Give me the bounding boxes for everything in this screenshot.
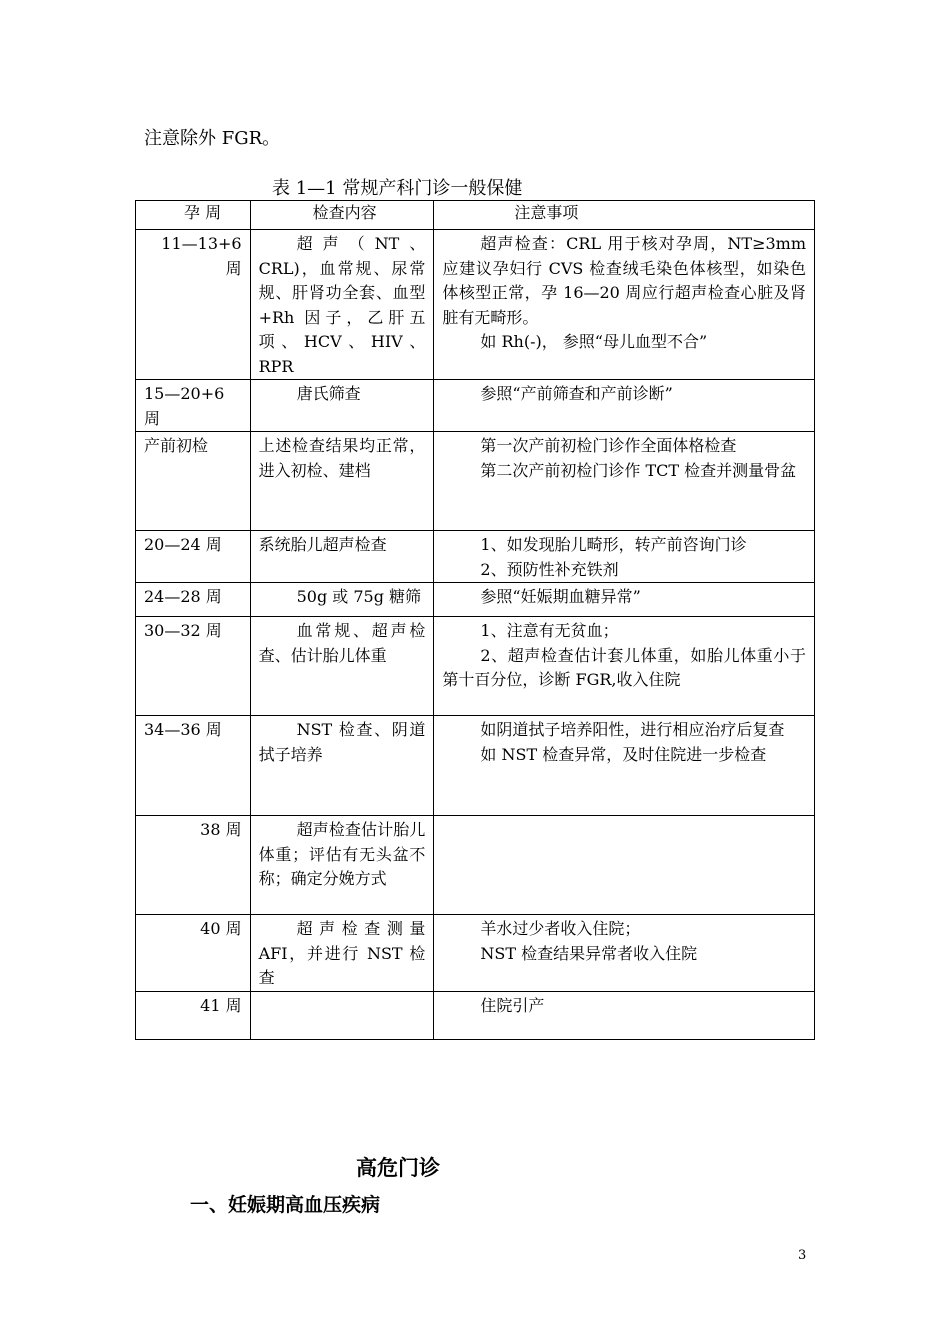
note-line: 羊水过少者收入住院； (480, 919, 641, 938)
exam-cell (250, 991, 434, 1039)
week-cell: 产前初检 (136, 432, 251, 531)
note-line: 第二次产前初检门诊作 TCT 检查并测量骨盆 (480, 460, 797, 480)
note-line: 参照“妊娠期血糖异常” (480, 587, 641, 606)
intro-text: 注意除外 FGR。 (144, 128, 281, 149)
week-cell: 11—13+6 周 (136, 230, 251, 380)
exam-cell: 血常规、超声检查、估计胎儿体重 (250, 617, 434, 716)
note-line: 住院引产 (480, 995, 545, 1015)
exam-cell: 上述检查结果均正常，进入初检、建档 (250, 432, 434, 531)
note-line: 超声检查：CRL 用于核对孕周，NT≥3mm 应建议孕妇行 CVS 检查绒毛染色体核型，如染色体核型正常，孕 16—20 周应行超声检查心脏及肾脏有无畸形。 (442, 234, 806, 327)
notes-cell (434, 915, 815, 992)
table-row (136, 432, 815, 531)
week-cell: 24—28 周 (136, 583, 251, 617)
week-cell: 41 周 (136, 991, 251, 1039)
table-row (136, 380, 815, 432)
week-cell: 34—36 周 (136, 716, 251, 816)
week-cell: 20—24 周 (136, 531, 251, 583)
exam-cell: 超声（NT、CRL)，血常规、尿常规、肝肾功全套、血型+Rh 因子，乙肝五项、HCV、HIV、RPR (250, 230, 434, 380)
header-week: 孕 周 (136, 201, 251, 230)
week-cell: 38 周 (136, 816, 251, 915)
table-row (136, 531, 815, 583)
week-cell: 30—32 周 (136, 617, 251, 716)
note-line: 如阴道拭子培养阳性，进行相应治疗后复查 (480, 720, 785, 739)
section-heading: 一、妊娠期高血压疾病 (190, 1194, 381, 1216)
section-title: 高危门诊 (356, 1156, 440, 1180)
note-line: 2、预防性补充铁剂 (480, 559, 619, 579)
week-cell: 40 周 (136, 915, 251, 992)
table-caption: 表 1—1 常规产科门诊一般保健 (272, 178, 523, 199)
notes-cell (434, 432, 815, 531)
notes-cell (434, 991, 815, 1039)
header-notes: 注意事项 (434, 201, 815, 230)
notes-cell (434, 716, 815, 816)
page-number: 3 (798, 1248, 807, 1263)
table-row (136, 230, 815, 380)
note-line: 1、如发现胎儿畸形，转产前咨询门诊 (480, 535, 747, 554)
table-row (136, 915, 815, 992)
table-row (136, 991, 815, 1039)
exam-cell: NST 检查、阴道拭子培养 (250, 716, 434, 816)
exam-cell: 超声检查估计胎儿体重；评估有无头盆不称；确定分娩方式 (250, 816, 434, 915)
notes-cell (434, 230, 815, 380)
note-line: 如 Rh(-)， 参照“母儿血型不合” (480, 332, 708, 351)
note-line: 如 NST 检查异常，及时住院进一步检查 (480, 744, 767, 764)
notes-cell (434, 617, 815, 716)
exam-cell: 超声检查测量 AFI，并进行 NST 检查 (250, 915, 434, 992)
exam-cell: 50g 或 75g 糖筛 (250, 583, 434, 617)
header-exam: 检查内容 (250, 201, 434, 230)
note-line: NST 检查结果异常者收入住院 (480, 943, 698, 963)
note-line: 2、超声检查估计套儿体重，如胎儿体重小于第十百分位，诊断 FGR,收入住院 (442, 645, 806, 689)
table-row (136, 617, 815, 716)
note-line: 第一次产前初检门诊作全面体格检查 (480, 436, 737, 455)
prenatal-care-table (135, 200, 815, 1040)
note-line: 参照“产前筛查和产前诊断” (480, 384, 673, 403)
notes-cell (434, 816, 815, 915)
notes-cell (434, 531, 815, 583)
notes-cell (434, 583, 815, 617)
table-row (136, 716, 815, 816)
exam-cell: 唐氏筛查 (250, 380, 434, 432)
exam-cell: 系统胎儿超声检查 (250, 531, 434, 583)
notes-cell (434, 380, 815, 432)
week-cell: 15—20+6 周 (136, 380, 251, 432)
table-row (136, 816, 815, 915)
table-row (136, 583, 815, 617)
table-header-row (136, 201, 815, 230)
note-line: 1、注意有无贫血； (480, 621, 619, 640)
